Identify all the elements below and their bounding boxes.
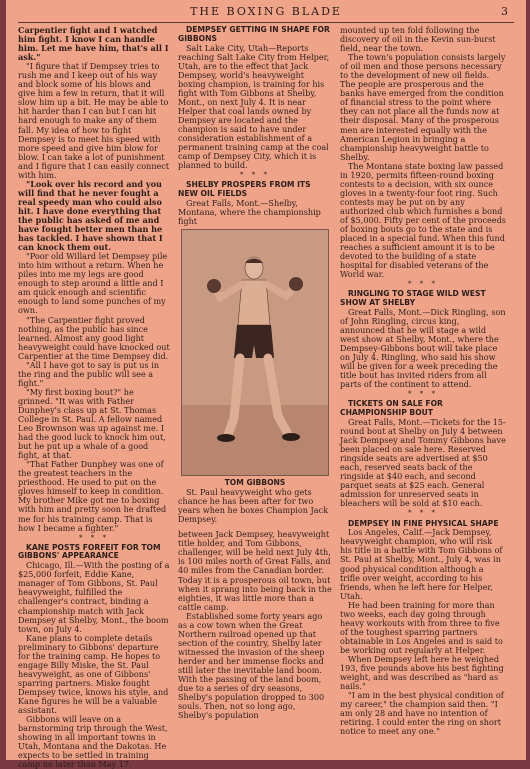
headline-kane-forfeit: KANE POSTS FORFEIT FOR TOM GIBBONS' APPEARANCE	[18, 542, 161, 561]
article-text: Chicago, Ill.—With the posting of a $25,000 forfeit, Eddie Kane, manager of Tom Gibbons, St. Paul heavyweight, fulfilled the challenger's contract, binding a championship match with Jack Dempsey at Shelby, Mont., the boom town, on July 4.	[18, 560, 170, 634]
article-text: Great Falls, Mont.—Dick Ringling, son of John Ringling, circus king, announced that he will stage a wild west show at Shelby, Mont., where the Dempsey-Gibbons bout will take place on July 4. Ringling, who said his show will be given for a week preceding the title bout has invited riders from all parts of the continent to attend.	[340, 306, 506, 390]
headline-tickets-on-sale: TICKETS ON SALE FOR CHAMPIONSHIP BOUT	[340, 399, 443, 418]
article-text: "Look over his record and you will find that he never fought a real speedy man who could also hit. I have done everything that the public has asked of me and have fought better men than he has tackled. I have shown that I can knock them out.	[18, 178, 163, 253]
article-text: between Jack Dempsey, heavyweight title holder, and Tom Gibbons, challenger, will be held next July 4th, is 100 miles north of Great Falls, and 40 miles from the Canadian border. Today it is a prosperous oil town, but when it sprang into being back in the eighties, it was little more than a cattle camp.	[178, 529, 332, 612]
section-separator: * * *	[240, 171, 270, 180]
article-text: Salt Lake City, Utah—Reports reaching Salt Lake City from Helper, Utah, are to the effect that Jack Dempsey, world's heavyweight boxing champion, is training for his fight with Tom Gibbons at Shelby, Mont., on next July 4. It is near Helper that coal lands owned by Dempsey are located and the champion is said to have under consideration establishment of a permanent training camp at the coal camp of Dempsey City, which it is planned to build.	[178, 42, 330, 171]
headline-shelby-prospers: SHELBY PROSPERS FROM ITS NEW OIL FIELDS	[178, 180, 311, 199]
photo-caption: TOM GIBBONS	[224, 478, 286, 488]
column-middle	[178, 26, 332, 720]
section-separator: * * *	[408, 390, 438, 399]
header-rule	[18, 22, 514, 23]
article-text: "I figure that if Dempsey tries to rush me and I keep out of his way and block some of his blows and give him a few in return, that it will slow him up a bit. He may be able to hit harder than I can but I can hit hard enough to make any of them fall. My idea of how to fight Dempsey is to meet his speed with more speed and give him blow for blow. I can take a lot of punishment and I figure that I can easily connect with him.	[18, 61, 170, 180]
article-text: "Poor old Willard let Dempsey pile into him without a return. When he piles into me my legs are good enough to step around a little and I am quick enough and scientific enough to land some punches of my own.	[18, 251, 168, 316]
article-text: "My first boxing bout?" he grinned. "It was with Father Dunphey's class up at St. Thomas College in St. Paul. A fellow named Leo Brownson was up against me. I had the good luck to knock him out, but he put up a whale of a good fight, at that.	[18, 386, 166, 461]
article-text: The town's population consists largely of oil men and those persons necessary to the development of new oil fields. The people are prosperous and the banks have emerged from the condition of financial stress to the point where they can not place all the funds now at their disposal. Many of the prosperous men are interested equally with the American Legion in bringing a championship heavyweight battle to Shelby.	[340, 52, 506, 162]
photo-description: St. Paul heavyweight who gets chance he has been after for two years when he boxes Champion Jack Dempsey.	[178, 487, 329, 525]
article-text: Los Angeles, Calif.—Jack Dempsey, heavyweight champion, who will risk his title in a battle with Tom Gibbons of St. Paul at Shelby, Mont., July 4, was in good physical condition although a trifle over weight, according to his friends, when he left here for Helper, Utah.	[340, 527, 503, 601]
article-text: He had been training for more than two weeks, each day going through heavy workouts with from three to five of the toughest sparring partners obtainable in Los Angeles and is said to be working out regularly at Helper.	[340, 599, 503, 655]
section-separator: * * *	[408, 509, 438, 518]
article-text: Kane plans to complete details preliminary to Gibbons' departure for the training camp. He hopes to engage Billy Miske, the St. Paul heavyweight, as one of Gibbons' sparring partners. Miske fought Dempsey twice, knows his style, and Kane figures he will be a valuable assistant.	[18, 632, 169, 716]
headline-dempsey-fine-shape: DEMPSEY IN FINE PHYSICAL SHAPE	[348, 518, 499, 528]
article-text: When Dempsey left here he weighed 193, five pounds above his best fighting weight, and was described as "hard as nails."	[340, 653, 504, 692]
article-text: Carpentier fight and I watched him fight. I know I can handle him. Let me have him, that's all I ask."	[18, 25, 169, 63]
article-text: Great Falls, Mont.—Shelby, Montana, where the championship fight	[178, 197, 321, 226]
article-text: "I am in the best physical condition of my career," the champion said then. "I am only 28 and have no intention of retiring. I could enter the ring on short notice to meet any one."	[340, 690, 504, 737]
article-text: The Montana state boxing law passed in 1920, permits fifteen-round boxing contests to a decision, with six ounce gloves in a twenty-four foot ring. Such contests may be put on by any authorized club which furnishes a bond of $5,000. Fifty per cent of the proceeds of boxing bouts go to the state and is placed in a special fund. When this fund reaches a sufficient amount it is to be devoted to the building of a state hospital for disabled veterans of the World war.	[340, 160, 506, 280]
article-text: Gibbons will leave on a barnstorming trip through the West, showing in all important towns in Utah, Montana and the Dakotas. He expects to be settled in training camp no later than May 17.	[18, 714, 168, 769]
headline-dempsey-getting-in-shape: DEMPSEY GETTING IN SHAPE FOR GIBBONS	[178, 25, 330, 43]
article-text: Established some forty years ago as a cow town when the Great Northern railroad opened up that section of the country, Shelby later witnessed the invasion of the sheep herder and her immense flocks and still later the inevitable land boom. With the passing of the land boom, due to a series of dry seasons, Shelby's population dropped to 300 souls. Then, not so long ago, Shelby's population	[178, 610, 325, 721]
publication-title: THE BOXING BLADE	[190, 5, 342, 18]
column-left	[18, 26, 170, 769]
newspaper-page	[6, 0, 526, 769]
article-text: "The Carpentier fight proved nothing, as the public has since learned. Almost any good light heavyweight could have knocked out Carpentier at the time Dempsey did.	[18, 314, 170, 361]
page-header	[6, 0, 526, 22]
page-number: 3	[501, 5, 508, 18]
article-text: Great Falls, Mont.—Tickets for the 15-round bout at Shelby on July 4 between Jack Dempsey and Tommy Gibbons have been placed on sale here. Reserved ringside seats are advertised at $50 each, reserved seats back of the ringside at $40 each, and second parquet seats at $25 each. General admission for unreserved seats in bleachers will be sold at $10 each.	[340, 417, 506, 509]
section-separator: * * *	[408, 280, 438, 289]
column-right	[340, 26, 506, 736]
article-text: "That Father Dunphey was one of the greatest teachers in the priesthood. He used to put on the gloves himself to keep in condition. My brother Mike got me to boxing with him and pretty soon he drafted me for his training camp. That is how I became a fighter."	[18, 459, 167, 533]
article-text: "All I have got to say is put us in the ring and the public will see a fight."	[18, 359, 160, 388]
boxer-photo	[181, 229, 329, 476]
section-separator: * * *	[79, 533, 109, 542]
article-text: mounted up ten fold following the discovery of oil in the Kevin sun-burst field, near the town.	[340, 25, 496, 54]
headline-ringling-wild-west: RINGLING TO STAGE WILD WEST SHOW AT SHELBY	[340, 289, 486, 308]
